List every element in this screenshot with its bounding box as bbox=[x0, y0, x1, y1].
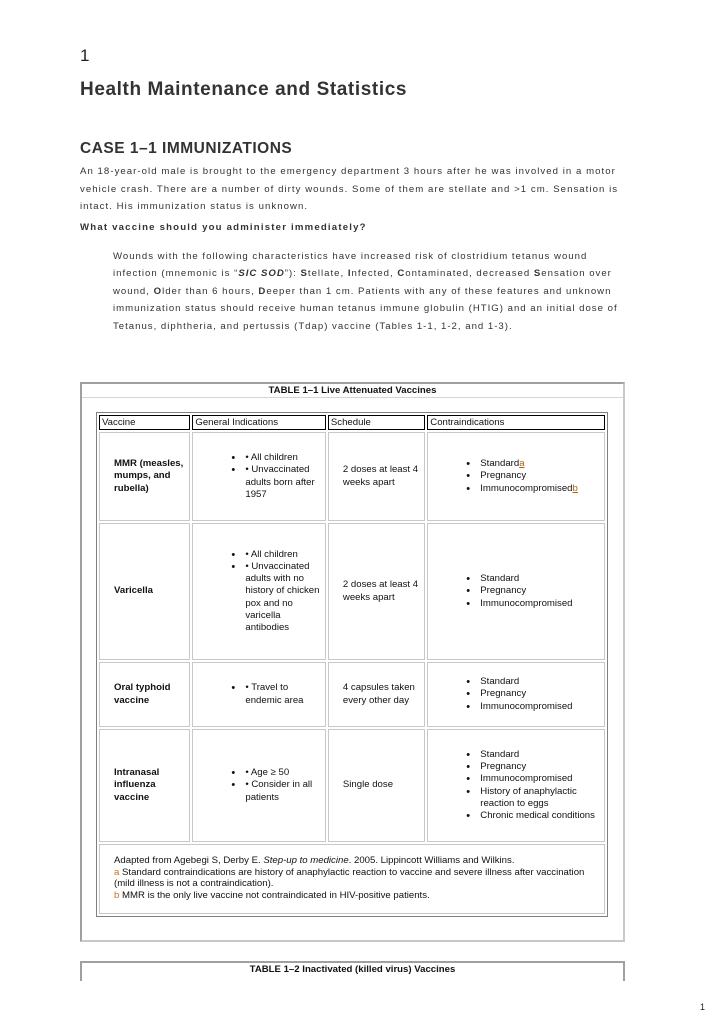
note-text: MMR is the only live vaccine not contraindicated in HIV-positive patients. bbox=[119, 889, 430, 901]
list-item: • Immunocompromised bbox=[432, 701, 600, 713]
schedule-cell: 2 doses at least 4 weeks apart bbox=[328, 523, 425, 660]
indications-cell bbox=[192, 523, 326, 660]
schedule-cell: 2 doses at least 4 weeks apart bbox=[328, 432, 425, 521]
header-schedule: Schedule bbox=[328, 415, 425, 430]
note-text: . 2005. Lippincott Williams and Wilkins. bbox=[348, 855, 515, 866]
table-row bbox=[99, 662, 605, 727]
mnemonic-letter: D bbox=[258, 285, 267, 297]
schedule-cell: 4 capsules taken every other day bbox=[328, 662, 425, 727]
note-text: Standard contraindications are history of anaphylactic reaction to vaccine and severe illness after vaccination (mild illness is not a contraindication). bbox=[114, 866, 585, 889]
contraindications-cell bbox=[427, 432, 605, 521]
list-item: • Immunocompromised bbox=[432, 773, 600, 785]
answer-text: tellate, bbox=[307, 268, 348, 280]
list-item: • Pregnancy bbox=[432, 688, 600, 700]
table-header-row bbox=[99, 415, 605, 430]
note-text: Adapted from Agebegi S, Derby E. bbox=[114, 855, 264, 866]
answer-text: ontaminated, decreased bbox=[405, 268, 534, 280]
mnemonic: SIC SOD bbox=[238, 268, 285, 280]
table-notes bbox=[99, 844, 605, 914]
contra-text: Standard bbox=[480, 458, 520, 470]
mnemonic-letter: C bbox=[397, 268, 406, 280]
list-item: • Chronic medical conditions bbox=[432, 810, 600, 822]
table-row bbox=[99, 432, 605, 521]
list-item: • Standard bbox=[432, 749, 600, 761]
table-2-frame bbox=[80, 961, 625, 981]
list-item: • • Consider in all patients bbox=[197, 779, 321, 803]
table-1-frame bbox=[80, 382, 625, 942]
list-item: • • Travel to endemic area bbox=[197, 682, 321, 706]
mnemonic-letter: S bbox=[533, 268, 542, 280]
case-text: An 18-year-old male is brought to the emergency department 3 hours after he was involved in a motor vehicle crash. There are a number of dirty wounds. Some of them are stellate and >1 cm. Sensation is intact. His immunization status is unknown. bbox=[80, 166, 619, 212]
indications-cell bbox=[192, 432, 326, 521]
mnemonic-letter: S bbox=[300, 268, 308, 280]
source-note bbox=[114, 855, 590, 867]
table-row bbox=[99, 729, 605, 842]
caption-divider bbox=[82, 397, 623, 398]
page-number: 1 bbox=[699, 1002, 705, 1012]
list-item: • History of anaphylactic reaction to eggs bbox=[432, 786, 600, 810]
contra-text: Immunocompromised bbox=[480, 482, 573, 494]
indications-cell bbox=[192, 729, 326, 842]
chapter-title: Health Maintenance and Statistics bbox=[80, 79, 408, 100]
schedule-cell: Single dose bbox=[328, 729, 425, 842]
vaccine-name: MMR (measles, mumps, and rubella) bbox=[99, 432, 190, 521]
footnote-letter: b bbox=[114, 889, 120, 901]
list-item: • Pregnancy bbox=[432, 470, 600, 482]
contraindications-cell bbox=[427, 729, 605, 842]
answer-paragraph bbox=[113, 248, 623, 335]
answer-text: eeper than 1 cm. Patients with any of these features and unknown immunization status should receive human tetanus immune globulin (HTIG) and an initial dose of Tetanus, diphtheria, and pertussis (Tdap) vaccine (Tables 1-1, 1-2, and 1-3). bbox=[113, 285, 618, 332]
table-row bbox=[99, 523, 605, 660]
case-title: CASE 1–1 IMMUNIZATIONS bbox=[80, 140, 293, 157]
list-item: • • Age ≥ 50 bbox=[197, 767, 321, 779]
answer-text: Wounds with the following characteristics have increased risk of clostridium tetanus wound infection (mnemonic is “ bbox=[113, 251, 588, 280]
list-item: • • All children bbox=[197, 549, 321, 561]
answer-text: lder than 6 hours, bbox=[162, 285, 259, 297]
answer-text: nfected, bbox=[351, 268, 398, 280]
contraindications-cell bbox=[427, 523, 605, 660]
list-item: • Pregnancy bbox=[432, 585, 600, 597]
answer-text: ”): bbox=[284, 268, 301, 280]
list-item: • • All children bbox=[197, 452, 321, 464]
indications-cell bbox=[192, 662, 326, 727]
question: What vaccine should you administer immediately? bbox=[80, 222, 367, 233]
footnote-letter: a bbox=[114, 866, 120, 878]
list-item: • • Unvaccinated adults born after 1957 bbox=[197, 464, 321, 500]
vaccine-name: Varicella bbox=[99, 523, 190, 660]
list-item bbox=[432, 483, 600, 495]
table-notes-row bbox=[99, 844, 605, 914]
footnote-a bbox=[114, 867, 590, 890]
list-item: • • Unvaccinated adults with no history of chicken pox and no varicella antibodies bbox=[197, 561, 321, 634]
footnote-link-b[interactable]: b bbox=[572, 482, 578, 494]
list-item: • Standard bbox=[432, 573, 600, 585]
mnemonic-letter: O bbox=[153, 285, 163, 297]
list-item bbox=[432, 458, 600, 470]
header-indications: General Indications bbox=[192, 415, 326, 430]
table-2-caption: TABLE 1–2 Inactivated (killed virus) Vaccines bbox=[249, 964, 456, 975]
vaccine-name: Intranasal influenza vaccine bbox=[99, 729, 190, 842]
header-contraindications: Contraindications bbox=[427, 415, 605, 430]
book-title: Step-up to medicine bbox=[263, 855, 349, 866]
list-item: • Pregnancy bbox=[432, 761, 600, 773]
chapter-number: 1 bbox=[80, 46, 90, 65]
mnemonic-letter: I bbox=[347, 268, 352, 280]
contraindications-cell bbox=[427, 662, 605, 727]
list-item: • Immunocompromised bbox=[432, 598, 600, 610]
vaccine-name: Oral typhoid vaccine bbox=[99, 662, 190, 727]
live-vaccines-table bbox=[96, 412, 608, 917]
table-1-caption: TABLE 1–1 Live Attenuated Vaccines bbox=[268, 385, 437, 396]
footnote-b bbox=[114, 890, 590, 902]
footnote-link-a[interactable]: a bbox=[519, 458, 525, 470]
answer-text: ensation over wound, bbox=[113, 268, 612, 297]
header-vaccine: Vaccine bbox=[99, 415, 190, 430]
list-item: • Standard bbox=[432, 676, 600, 688]
